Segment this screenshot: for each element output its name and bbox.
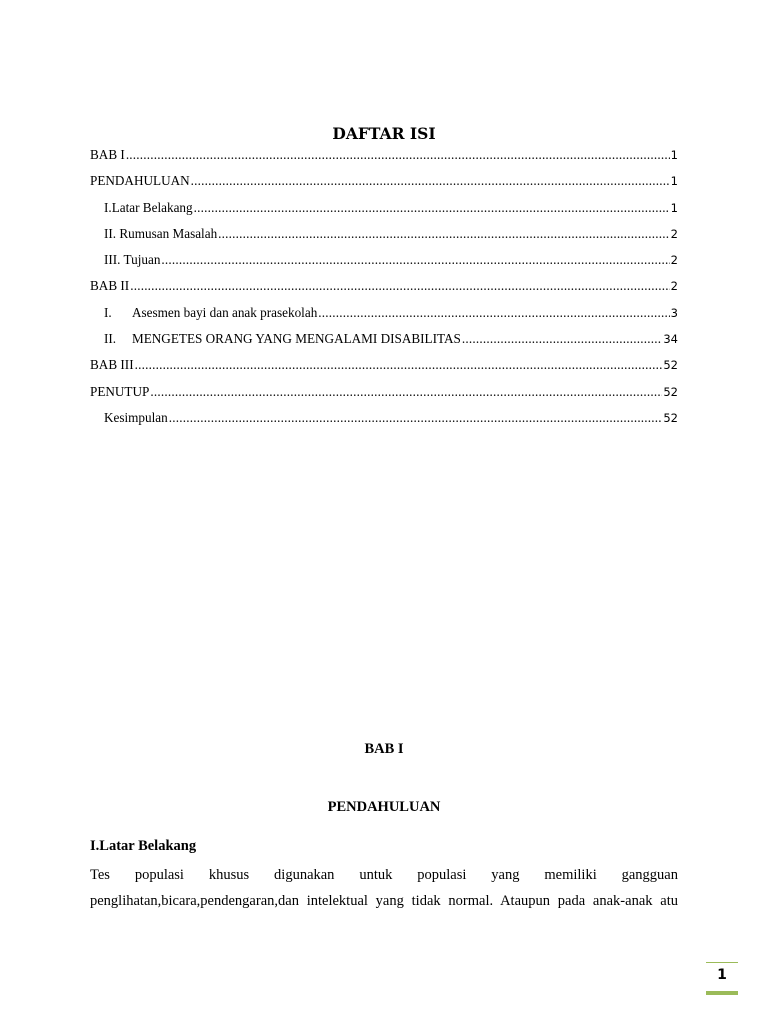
toc-leader-dots	[191, 173, 670, 189]
toc-entry-label	[104, 305, 317, 321]
toc-entry[interactable]	[90, 200, 678, 226]
toc-leader-dots	[130, 278, 669, 294]
toc-entry-page: 1	[670, 200, 678, 215]
toc-entry[interactable]	[90, 278, 678, 304]
toc-entry[interactable]	[90, 147, 678, 173]
toc-entry-text: MENGETES ORANG YANG MENGALAMI DISABILITAS	[132, 331, 461, 347]
toc-entry-label: III. Tujuan	[104, 252, 161, 268]
toc-entry[interactable]	[90, 305, 678, 331]
section-title: I.Latar Belakang	[90, 838, 197, 854]
chapter-subheading: PENDAHULUAN	[327, 799, 441, 815]
toc-entry-text: Asesmen bayi dan anak prasekolah	[132, 304, 318, 320]
toc-entry-label: I.Latar Belakang	[104, 199, 193, 215]
toc-entry[interactable]	[90, 384, 678, 410]
toc-entry-page: 3	[670, 305, 678, 320]
toc-entry-label: BAB I	[90, 147, 125, 162]
toc-entry-page: 2	[670, 253, 678, 268]
toc-entry-label: Kesimpulan	[104, 409, 168, 425]
toc-entry-page: 2	[670, 226, 678, 241]
toc-leader-dots	[169, 410, 663, 426]
toc-leader-dots	[126, 147, 670, 163]
toc-entry-label: PENDAHULUAN	[90, 173, 190, 189]
toc-leader-dots	[135, 357, 663, 373]
toc-entry[interactable]	[90, 331, 678, 357]
toc-entry[interactable]	[90, 173, 678, 199]
toc-leader-dots	[150, 384, 662, 400]
page-number: 1	[706, 962, 738, 995]
toc-entry-page: 52	[663, 410, 678, 425]
toc-title: DAFTAR ISI	[332, 124, 436, 143]
body-paragraph: Tes populasi khusus digunakan untuk populasi yang memiliki gangguan penglihatan,bicara,pendengaran,dan intelektual yang tidak normal. Ataupun pada anak-anak atu	[90, 867, 678, 909]
toc-leader-dots	[462, 331, 662, 347]
toc-entry-page: 1	[670, 148, 678, 162]
toc-entry-page: 34	[663, 332, 678, 347]
toc-entry-page: 52	[663, 384, 678, 399]
toc-leader-dots	[318, 305, 669, 321]
toc-entry[interactable]	[90, 357, 678, 383]
toc-entry-number: I.	[104, 304, 112, 320]
toc-entry-number: II.	[104, 331, 117, 347]
toc-entry[interactable]	[90, 252, 678, 278]
toc-leader-dots	[218, 226, 670, 242]
toc-entry-label: BAB II	[90, 278, 130, 294]
toc-leader-dots	[161, 252, 669, 268]
toc-entry[interactable]	[90, 410, 678, 436]
toc-entry-label: II. Rumusan Masalah	[104, 225, 218, 241]
toc-entry-label: PENUTUP	[90, 383, 150, 399]
toc-leader-dots	[194, 200, 670, 216]
toc-entry[interactable]	[90, 226, 678, 252]
toc-entry-page: 52	[663, 358, 678, 373]
toc-entry-page: 2	[670, 279, 678, 294]
toc-entry-label	[104, 331, 461, 347]
chapter-heading: BAB I	[364, 741, 404, 757]
toc-entry-page: 1	[670, 174, 678, 189]
table-of-contents	[90, 147, 678, 436]
toc-entry-label: BAB III	[90, 357, 134, 373]
